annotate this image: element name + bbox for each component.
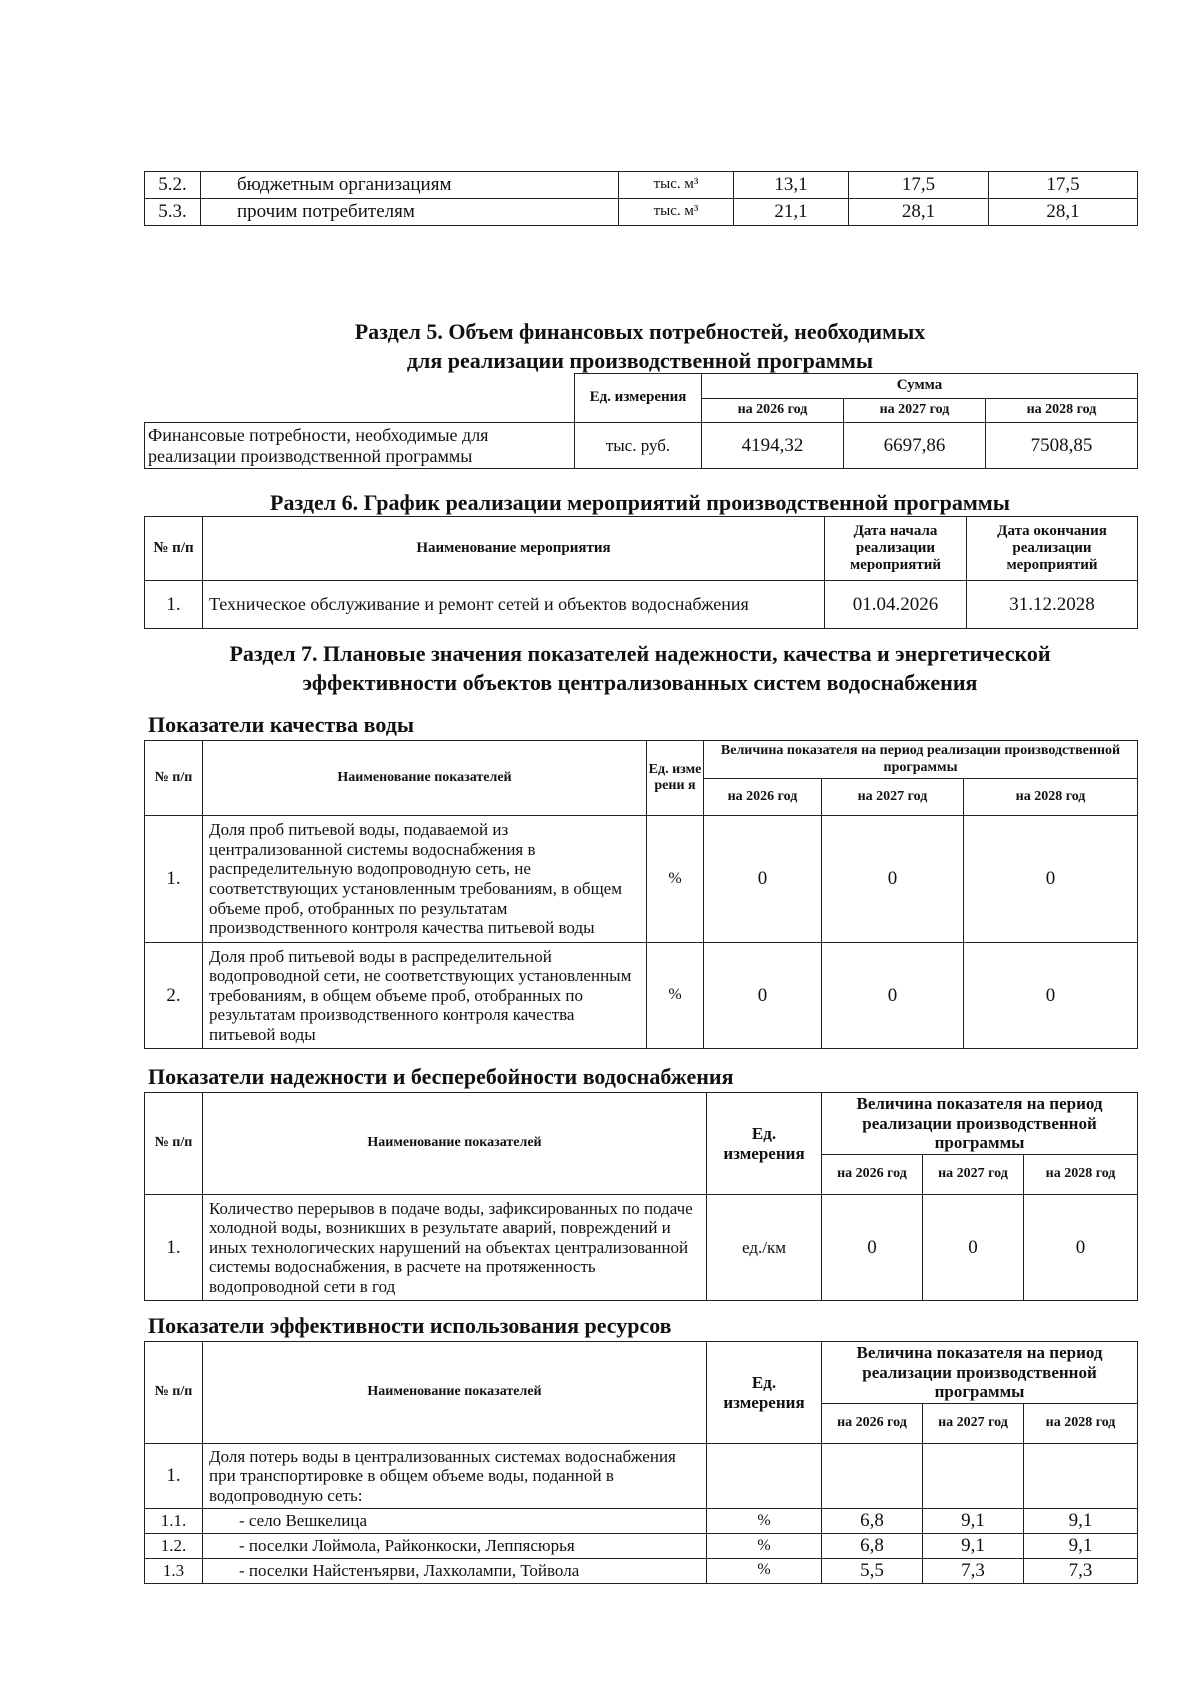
number-header: № п/п xyxy=(145,517,203,581)
quality-subtitle: Показатели качества воды xyxy=(148,712,415,737)
sum-header: Сумма xyxy=(702,374,1138,399)
table-header-row xyxy=(145,1093,1138,1155)
value-2026: 6,8 xyxy=(822,1509,923,1534)
row-unit: тыс. м³ xyxy=(619,199,734,226)
year-2026-header: на 2026 год xyxy=(704,779,822,816)
value-2027: 6697,86 xyxy=(844,423,986,469)
table-header-row xyxy=(145,517,1138,581)
value-2027: 0 xyxy=(822,816,964,943)
value-2026: 5,5 xyxy=(822,1558,923,1583)
section7-title xyxy=(140,640,1140,697)
section7-title-line2: эффективности объектов централизованных систем водоснабжения xyxy=(302,669,978,695)
empty-cell xyxy=(822,1444,923,1509)
value-2028: 9,1 xyxy=(1024,1533,1138,1558)
value-2028: 28,1 xyxy=(989,199,1138,226)
row-unit: % xyxy=(707,1533,822,1558)
row-number: 1. xyxy=(145,816,203,943)
row-name: - поселки Найстенъярви, Лахколампи, Тойвола xyxy=(203,1558,707,1583)
row-name: прочим потребителям xyxy=(201,199,619,226)
row-unit: % xyxy=(707,1558,822,1583)
end-date-header: Дата окончания реализации мероприятий xyxy=(967,517,1138,581)
value-2026: 4194,32 xyxy=(702,423,844,469)
value-header: Величина показателя на период реализации производственной программы xyxy=(822,1342,1138,1404)
row-number: 5.3. xyxy=(145,199,201,226)
value-2026: 21,1 xyxy=(734,199,849,226)
section5-title-line2: для реализации производственной программы xyxy=(406,347,874,373)
table-row xyxy=(145,172,1138,199)
table-row xyxy=(145,581,1138,629)
value-2027: 0 xyxy=(822,943,964,1049)
row-unit: % xyxy=(647,816,704,943)
year-2027-header: на 2027 год xyxy=(844,399,986,423)
value-2028: 17,5 xyxy=(989,172,1138,199)
year-2028-header: на 2028 год xyxy=(986,399,1138,423)
row-number: 1.2. xyxy=(145,1533,203,1558)
year-2027-header: на 2027 год xyxy=(923,1155,1024,1195)
row-name: Доля проб питьевой воды, подаваемой из централизованной системы водоснабжения в распределительную водопроводную сеть, не соответствующих установленным требованиям, в общем объеме проб, отобранных по результатам производственного контроля качества питьевой воды xyxy=(203,816,647,943)
row-name: Финансовые потребности, необходимые для реализации производственной программы xyxy=(145,423,575,469)
table-row xyxy=(145,1533,1138,1558)
blank-header-cell xyxy=(145,374,575,423)
value-2027: 0 xyxy=(923,1195,1024,1301)
table-row xyxy=(145,1195,1138,1301)
number-header: № п/п xyxy=(145,741,203,816)
year-2026-header: на 2026 год xyxy=(702,399,844,423)
value-2027: 28,1 xyxy=(849,199,989,226)
table-row xyxy=(145,423,1138,469)
row-number: 5.2. xyxy=(145,172,201,199)
year-2027-header: на 2027 год xyxy=(822,779,964,816)
start-date-header: Дата начала реализации мероприятий xyxy=(825,517,967,581)
value-2027: 17,5 xyxy=(849,172,989,199)
year-2026-header: на 2026 год xyxy=(822,1404,923,1444)
table-header-row xyxy=(145,374,1138,399)
unit-header: Ед. измерения xyxy=(575,374,702,423)
top-table xyxy=(144,171,1138,226)
table-row xyxy=(145,1558,1138,1583)
row-name: Техническое обслуживание и ремонт сетей и объектов водоснабжения xyxy=(203,581,825,629)
value-header: Величина показателя на период реализации производственной программы xyxy=(704,741,1138,779)
year-2028-header: на 2028 год xyxy=(964,779,1138,816)
name-header: Наименование показателей xyxy=(203,741,647,816)
row-number: 1. xyxy=(145,1195,203,1301)
table-row xyxy=(145,199,1138,226)
number-header: № п/п xyxy=(145,1342,203,1444)
year-2027-header: на 2027 год xyxy=(923,1404,1024,1444)
unit-header: Ед. измерения xyxy=(707,1342,822,1444)
name-header: Наименование показателей xyxy=(203,1342,707,1444)
value-2028: 0 xyxy=(964,943,1138,1049)
table-row xyxy=(145,816,1138,943)
value-2027: 9,1 xyxy=(923,1533,1024,1558)
reliability-table xyxy=(144,1092,1138,1301)
row-number: 1. xyxy=(145,1444,203,1509)
unit-header: Ед. изме рени я xyxy=(647,741,704,816)
value-2028: 7508,85 xyxy=(986,423,1138,469)
efficiency-subtitle: Показатели эффективности использования ресурсов xyxy=(148,1313,672,1338)
end-date: 31.12.2028 xyxy=(967,581,1138,629)
value-2028: 7,3 xyxy=(1024,1558,1138,1583)
table-row xyxy=(145,1509,1138,1534)
efficiency-table xyxy=(144,1341,1138,1584)
row-unit: тыс. м³ xyxy=(619,172,734,199)
empty-cell xyxy=(707,1444,822,1509)
row-unit: ед./км xyxy=(707,1195,822,1301)
value-2026: 13,1 xyxy=(734,172,849,199)
value-2028: 0 xyxy=(1024,1195,1138,1301)
section5-title-line1: Раздел 5. Объем финансовых потребностей, необходимых xyxy=(354,319,926,344)
year-2028-header: на 2028 год xyxy=(1024,1155,1138,1195)
section5-title xyxy=(140,318,1140,375)
value-2026: 0 xyxy=(704,816,822,943)
row-name: бюджетным организациям xyxy=(201,172,619,199)
table-row xyxy=(145,1444,1138,1509)
value-2026: 0 xyxy=(704,943,822,1049)
name-header: Наименование мероприятия xyxy=(203,517,825,581)
section7-title-line1: Раздел 7. Плановые значения показателей надежности, качества и энергетической xyxy=(229,641,1051,666)
value-2026: 6,8 xyxy=(822,1533,923,1558)
row-number: 1.1. xyxy=(145,1509,203,1534)
value-2028: 0 xyxy=(964,816,1138,943)
row-number: 1. xyxy=(145,581,203,629)
table-header-row xyxy=(145,1342,1138,1404)
table-header-row xyxy=(145,741,1138,779)
section6-table xyxy=(144,516,1138,629)
start-date: 01.04.2026 xyxy=(825,581,967,629)
row-unit: тыс. руб. xyxy=(575,423,702,469)
value-2027: 9,1 xyxy=(923,1509,1024,1534)
section5-table xyxy=(144,373,1138,469)
value-header: Величина показателя на период реализации производственной программы xyxy=(822,1093,1138,1155)
section6-title: Раздел 6. График реализации мероприятий производственной программы xyxy=(270,490,1010,515)
value-2028: 9,1 xyxy=(1024,1509,1138,1534)
row-name: Доля потерь воды в централизованных системах водоснабжения при транспортировке в общем объеме воды, поданной в водопроводную сеть: xyxy=(203,1444,707,1509)
quality-table xyxy=(144,740,1138,1049)
value-2027: 7,3 xyxy=(923,1558,1024,1583)
empty-cell xyxy=(1024,1444,1138,1509)
empty-cell xyxy=(923,1444,1024,1509)
unit-header: Ед. измерения xyxy=(707,1093,822,1195)
value-2026: 0 xyxy=(822,1195,923,1301)
name-header: Наименование показателей xyxy=(203,1093,707,1195)
year-2028-header: на 2028 год xyxy=(1024,1404,1138,1444)
reliability-subtitle: Показатели надежности и бесперебойности водоснабжения xyxy=(148,1064,734,1089)
table-row xyxy=(145,943,1138,1049)
year-2026-header: на 2026 год xyxy=(822,1155,923,1195)
row-unit: % xyxy=(647,943,704,1049)
number-header: № п/п xyxy=(145,1093,203,1195)
row-name: Количество перерывов в подаче воды, зафиксированных по подаче холодной воды, возникших в результате аварий, повреждений и иных технологических нарушений на объектах централизованной системы водоснабжения, в расчете на протяженность водопроводной сети в год xyxy=(203,1195,707,1301)
row-number: 1.3 xyxy=(145,1558,203,1583)
row-unit: % xyxy=(707,1509,822,1534)
row-name: Доля проб питьевой воды в распределительной водопроводной сети, не соответствующих установленным требованиям, в общем объеме проб, отобранных по результатам производственного контроля качества питьевой воды xyxy=(203,943,647,1049)
row-name: - село Вешкелица xyxy=(203,1509,707,1534)
row-name: - поселки Лоймола, Райконкоски, Леппясюрья xyxy=(203,1533,707,1558)
row-number: 2. xyxy=(145,943,203,1049)
